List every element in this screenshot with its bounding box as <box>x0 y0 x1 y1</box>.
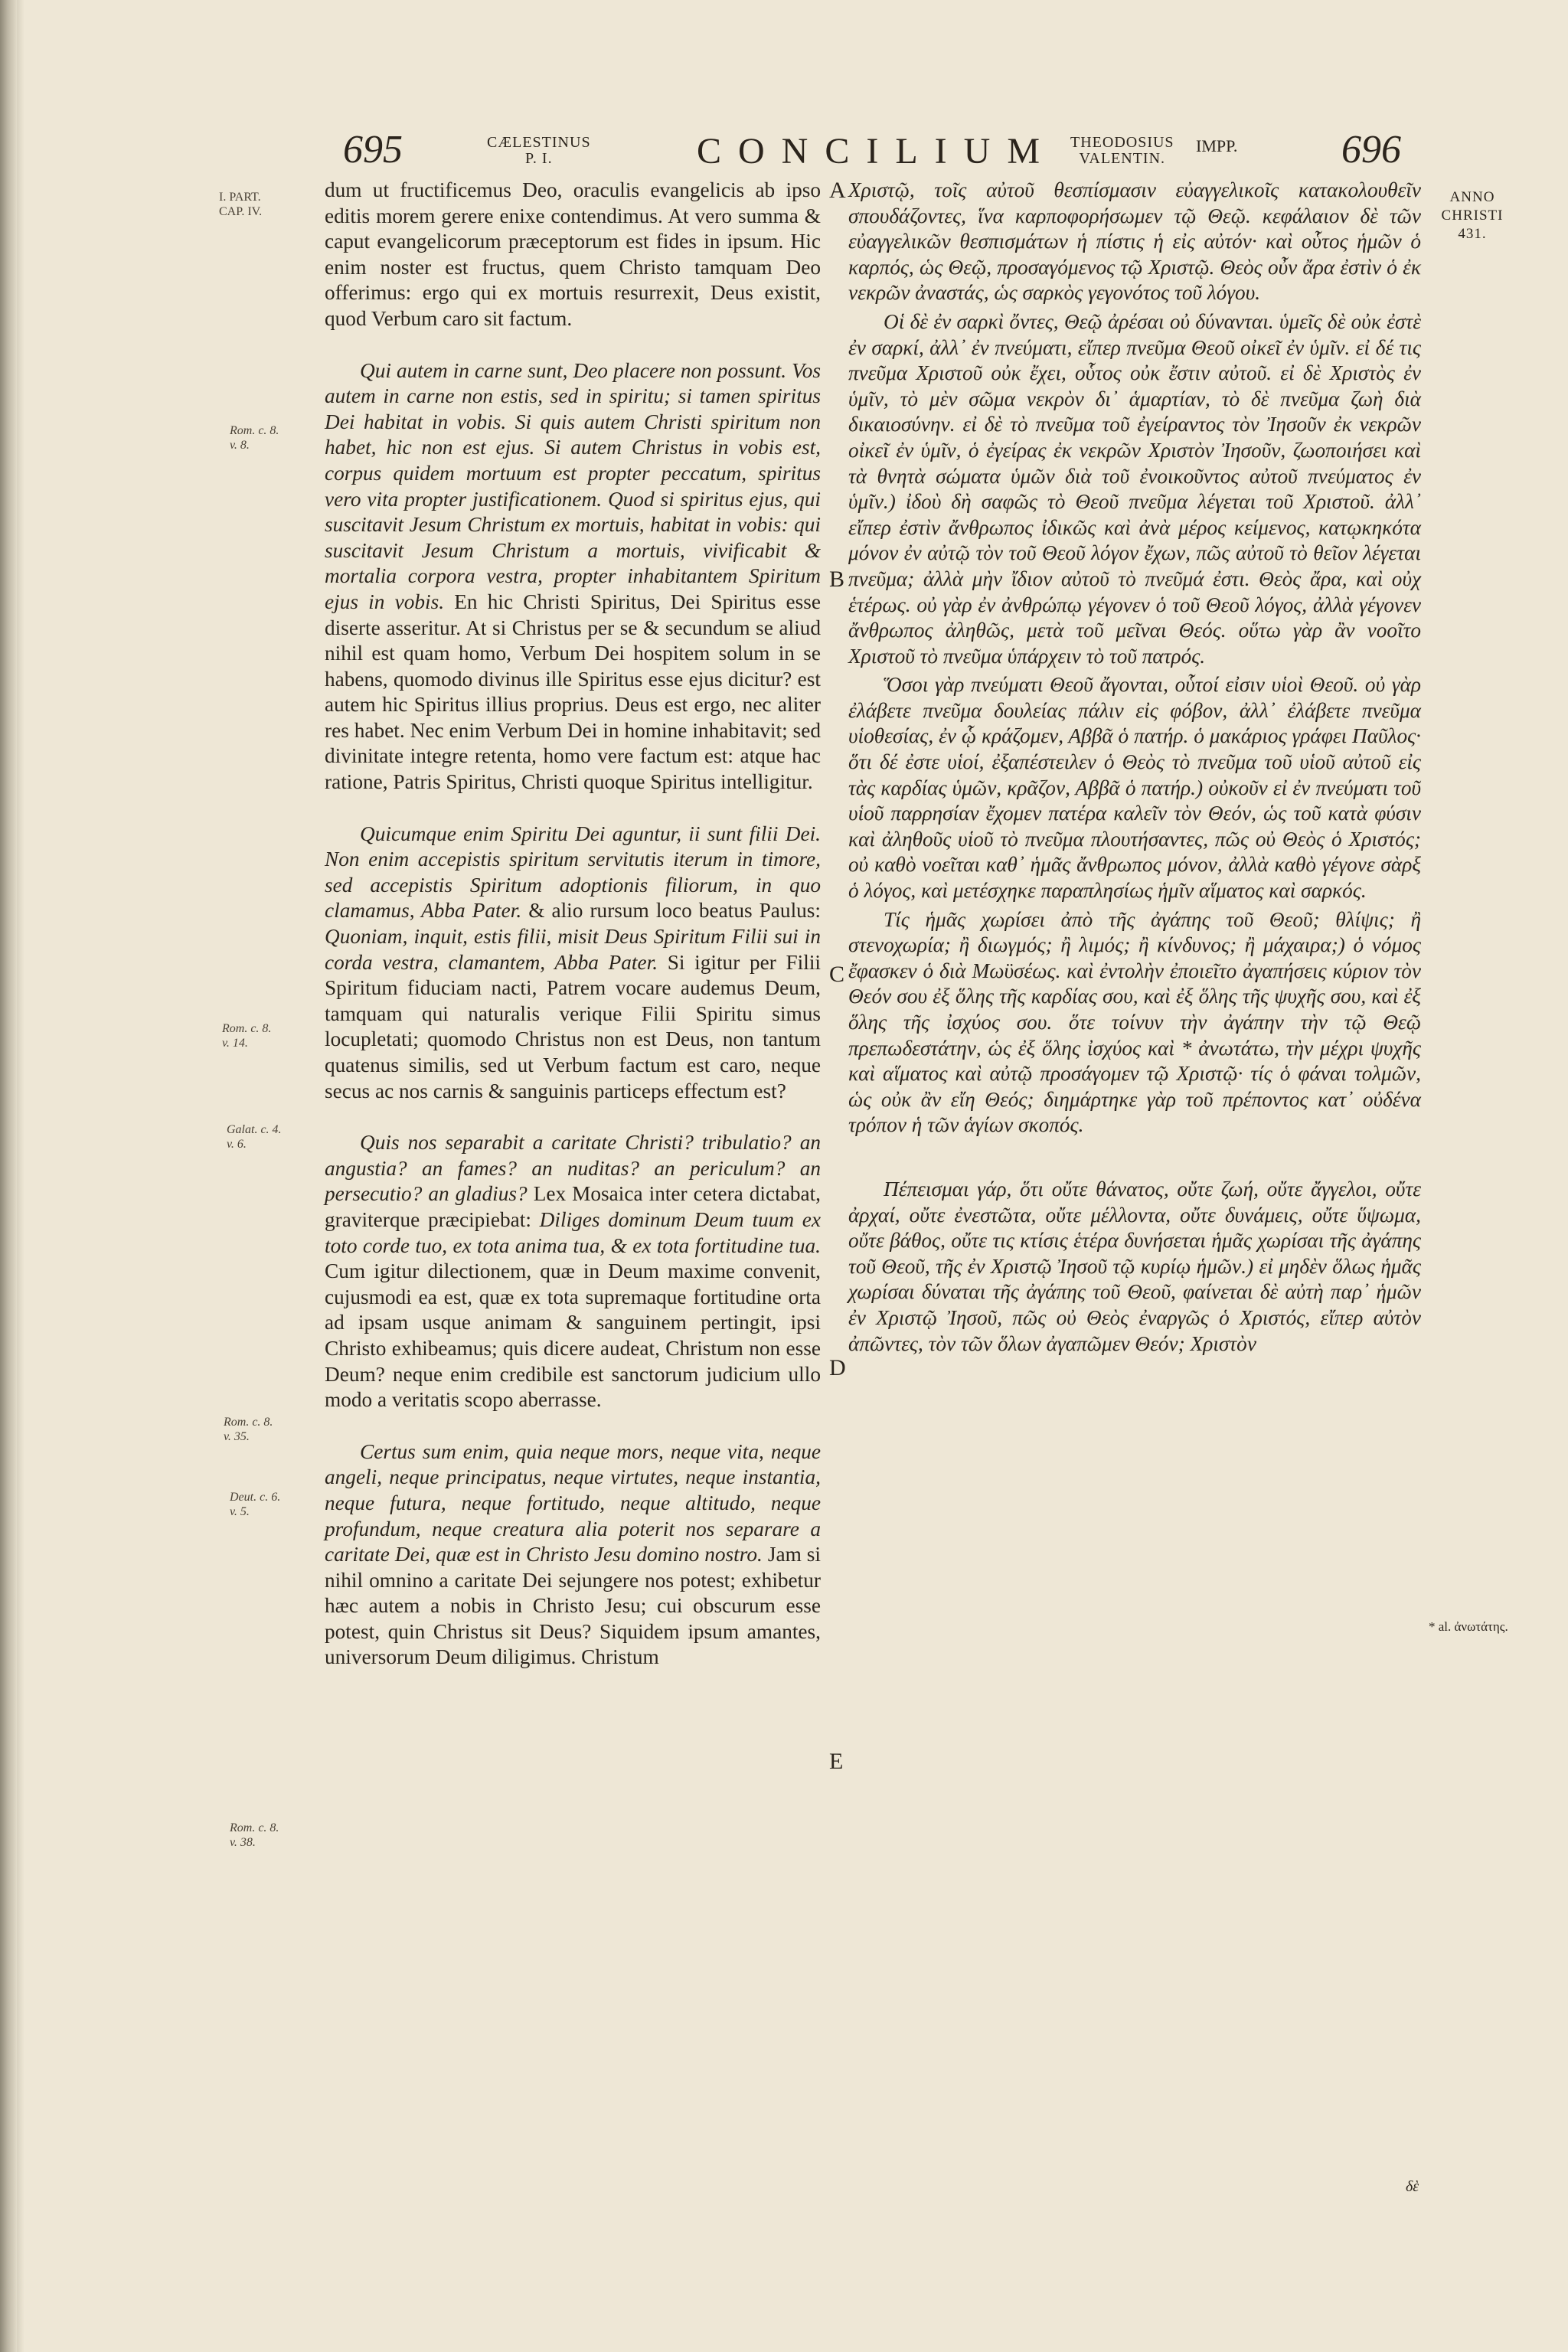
latin-quote-galat-4-6: Quoniam, inquit, estis filii, misit Deus Spiritum Filii sui in corda vestra, clamantem, Abba Pater. <box>325 925 821 974</box>
page-edge <box>17 0 24 2352</box>
greek-paragraph-5: Πέπεισμαι γάρ, ὅτι οὔτε θάνατος, οὔτε ζωή, οὔτε ἄγγελοι, οὔτε ἀρχαί, οὔτε ἐνεστῶτα, οὔτε μέλλοντα, οὔτε δυνάμεις, οὔτε ὕψωμα, οὔτε βάθος, οὔτε τις κτίσις ἑτέρα δυνήσεται ἡμᾶς χωρίσαι τῆς ἀγάπης τοῦ Θεοῦ, τῆς ἐν Χριστῷ Ἰησοῦ τῷ κυρίῳ ἡμῶν.) εἰ μηδὲν ὅλως ἡμᾶς χωρίσαι δύναται τῆς ἀγάπης τοῦ Θεοῦ, φαίνεται δὲ αὐτὴ παρ᾽ ἡμῶν ἐν Χριστῷ Ἰησοῦ, πῶς οὐ Θεὸς ἐναργῶς ὁ Χριστός, εἴπερ αὐτὸν ἀπῶντες, τὸν τῶν ὅλων ἀγαπῶμεν Θεόν; Χριστὸν <box>848 1177 1421 1355</box>
greek-paragraph-2: Οἱ δὲ ἐν σαρκὶ ὄντες, Θεῷ ἀρέσαι οὐ δύνανται. ὑμεῖς δὲ οὐκ ἐστὲ ἐν σαρκί, ἀλλ᾽ ἐν πνεύματι, εἴπερ πνεῦμα Θεοῦ οἰκεῖ ἐν ὑμῖν. εἰ δέ τις πνεῦμα Χριστοῦ οὐκ ἔχει, οὗτος οὐκ ἔστιν αὐτοῦ. εἰ δὲ Χριστὸς ἐν ὑμῖν, τὸ μὲν σῶμα νεκρὸν δι᾽ ἁμαρτίαν, τὸ δὲ πνεῦμα ζωὴ διὰ δικαιοσύνην. εἰ δὲ τὸ πνεῦμα τοῦ ἐγείραντος τὸν Ἰησοῦν ἐκ νεκρῶν οἰκεῖ ἐν ὑμῖν, ὁ ἐγείρας ἐκ νεκρῶν Χριστὸν Ἰησοῦν, ζωοποιήσει καὶ τὰ θνητὰ σώματα ὑμῶν διὰ τοῦ ἐνοικοῦντος αὐτοῦ πνεύματος ἐν ὑμῖν.) ἰδοὺ δὴ σαφῶς τὸ Θεοῦ πνεῦμα λέγεται τοῦ Χριστοῦ. ἀλλ᾽ εἴπερ ἐστὶν ἄνθρωπος ἰδικῶς καὶ ἀνὰ μέρος κείμενος, κατῳκηκότα μόνον ἐν αὐτῷ τὸν τοῦ Θεοῦ λόγον ἔχων, πῶς αὐτοῦ τὸ θεῖον λέγεται πνεῦμα; ἀλλὰ μὴν ἴδιον αὐτοῦ τὸ πνεῦμά ἐστι. Θεὸς ἄρα, καὶ οὐχ ἑτέρως. οὐ γὰρ ἐν ἀνθρώπῳ γέγονεν ὁ τοῦ Θεοῦ λόγος, ἀλλὰ γέγονεν ἄνθρωπος ἀληθῶς, μετὰ τοῦ μεῖναι Θεός. οὕτω γὰρ ἂν νοοῖτο Χριστοῦ τὸ πνεῦμα ὑπάρχειν τὸ τοῦ πατρός. <box>848 309 1421 668</box>
greek-paragraph-1: Χριστῷ, τοῖς αὐτοῦ θεσπίσμασιν εὐαγγελικοῖς κατακολουθεῖν σπουδάζοντες, ἵνα καρποφορήσωμεν τῷ Θεῷ. κεφάλαιον δὲ τῶν εὐαγγελικῶν θεσπισμάτων ἡ πίστις ἡ εἰς αὐτόν· καὶ οὗτος ἡμῶν ὁ καρπός, ὡς Θεῷ, προσαγόμενος τῷ Χριστῷ. Θεὸς οὖν ἄρα ἐστὶν ὁ ἐκ νεκρῶν ἀναστάς, ὡς σαρκὸς γεγονότος τοῦ λόγου. <box>848 178 1421 305</box>
right-heading-line2: VALENTIN. <box>1079 150 1166 167</box>
latin-paragraph-4 <box>325 1130 821 1413</box>
anno-line1: ANNO <box>1449 189 1495 205</box>
footnote-variant-reading: * al. ἀνωτάτης. <box>1429 1619 1508 1634</box>
right-heading-suffix: IMPP. <box>1196 136 1238 155</box>
latin-paragraph-1: dum ut fructificemus Deo, oraculis evangelicis ab ipso editis morem gerere enixe contendimus. At vero summa & caput evangelicorum præceptorum est fides in ipsum. Hic enim noster est fructus, quem Christo tamquam Deo offerimus: ergo qui ex mortuis resurrexit, Deus existit, quod Verbum caro sit factum. <box>325 178 821 330</box>
right-heading-line1: THEODOSIUS <box>1070 134 1174 151</box>
latin-paragraph-5 <box>325 1439 821 1671</box>
page-number-left: 695 <box>343 128 403 172</box>
margin-ref-rom-8-35: Rom. c. 8. v. 35. <box>224 1416 273 1443</box>
catchword: δὲ <box>1406 2178 1419 2195</box>
left-heading-line2: P. I. <box>525 150 553 167</box>
left-heading-line1: CÆLESTINUS <box>487 134 591 151</box>
latin-quote-rom-8-14: Quicumque enim Spiritu Dei aguntur, ii sunt filii Dei. Non enim accepistis spiritum servitutis iterum in timore, sed accepistis Spiritum adoptionis filiorum, in quo clamamus, Abba Pater. <box>325 822 821 923</box>
margin-ref-rom-8-38: Rom. c. 8. v. 38. <box>230 1821 279 1849</box>
latin-commentary-3b: Si igitur per Filii Spiritum fiduciam nacti, Patrem vocare audemus Deum, tamquam qui naturalis verique Filii Spiritu simus locupletati; quomodo Christus non est Deus, non tantum quatenus similis, sed ut Verbum factum est caro, neque secus ac nos carnis & sanguinis particeps effectum est? <box>325 950 821 1102</box>
section-letter-c: C <box>829 962 845 987</box>
section-letter-a: A <box>829 178 846 203</box>
latin-column <box>325 178 821 1671</box>
page-number-right: 696 <box>1341 128 1401 172</box>
greek-column <box>848 178 1421 1357</box>
latin-quote-rom-8-38: Certus sum enim, quia neque mors, neque vita, neque angeli, neque principatus, neque virtutes, neque instantia, neque futura, neque fortitudo, neque altitudo, neque profundum, neque creatura alia poterit nos separare a caritate Dei, quæ est in Christo Jesu domino nostro. <box>325 1439 821 1566</box>
section-letter-b: B <box>829 567 845 592</box>
anno-year: 431. <box>1458 226 1487 242</box>
latin-paragraph-2 <box>325 358 821 795</box>
latin-commentary-3a: & alio rursum loco beatus Paulus: <box>528 899 822 923</box>
margin-ref-rom-8-14: Rom. c. 8. v. 14. <box>222 1022 272 1050</box>
section-letter-d: D <box>829 1355 846 1380</box>
left-heading <box>487 135 591 167</box>
section-letter-e: E <box>829 1749 844 1774</box>
anno-christi-box <box>1430 188 1514 243</box>
latin-paragraph-3 <box>325 822 821 1105</box>
book-spine-shadow <box>0 0 17 2352</box>
margin-part-chapter: I. PART. CAP. IV. <box>219 191 263 218</box>
greek-paragraph-4: Τίς ἡμᾶς χωρίσει ἀπὸ τῆς ἀγάπης τοῦ Θεοῦ; θλίψις; ἢ στενοχωρία; ἢ διωγμός; ἢ λιμός; ἢ κίνδυνος; ἢ μάχαιρα;) ὁ νόμος ἔφασκεν ὁ διὰ Μωϋσέως. καὶ ἐντολὴν ἐποιεῖτο ἀγαπήσεις κύριον τὸν Θεόν σου ἐξ ὅλης τῆς καρδίας σου, καὶ ἐξ ὅλης τῆς ψυχῆς σου, καὶ ἐξ ὅλης τῆς ἰσχύος σου. ὅτε τοίνυν τὴν ἀγάπην τὴν τῷ Θεῷ πρεπωδεστάτην, ὡς ἐξ ὅλης ἰσχύος καὶ * ἀνωτάτω, τὴν μέχρι ψυχῆς καὶ αἵματος καὶ αὐτῷ προσάγομεν τῷ Χριστῷ· τίς ὁ φάναι τολμῶν, ὡς οὐκ ἂν εἴη Θεός; διημάρτηκε γὰρ τοῦ πρέποντος κατ᾽ οὐδένα τρόπον ἡ τῶν ἁγίων σκοπός. <box>848 907 1421 1137</box>
greek-paragraph-3: Ὅσοι γὰρ πνεύματι Θεοῦ ἄγονται, οὗτοί εἰσιν υἱοὶ Θεοῦ. οὐ γὰρ ἐλάβετε πνεῦμα δουλείας πάλιν εἰς φόβον, ἀλλ᾽ ἐλάβετε πνεῦμα υἱοθεσίας, ἐν ᾧ κράζομεν, Αββᾶ ὁ πατήρ. ὁ μακάριος γράφει Παῦλος· ὅτι δέ ἐστε υἱοί, ἐξαπέστειλεν ὁ Θεὸς τὸ πνεῦμα τοῦ υἱοῦ αὐτοῦ εἰς τὰς καρδίας ὑμῶν, κρᾶζον, Αββᾶ ὁ πατήρ.) οὐκοῦν εἰ ἐν πνεύματι τοῦ υἱοῦ παρρησίαν ἔχομεν πατέρα καλεῖν τὸν Θεόν, ὡς τοῦ κατὰ φύσιν καὶ ἀληθοῦς υἱοῦ τὸ πνεῦμα πλουτήσαντες, πῶς οὐ Θεὸς ὁ Χριστός; οὐ καθὸ νοεῖται καθ᾽ ἡμᾶς ἄνθρωπος μόνον, ἀλλὰ καθὸ γέγονε σὰρξ ὁ λόγος, καὶ μετέσχηκε παραπλησίως ἡμῖν αἵματος καὶ σαρκός. <box>848 673 1421 903</box>
latin-commentary-4a: Lex Mosaica inter cetera dictabat, graviterque præcipiebat: <box>325 1182 821 1231</box>
running-header <box>0 122 1568 176</box>
latin-quote-rom-8-35: Quis nos separabit a caritate Christi? tribulatio? an angustia? an fames? an nuditas? an periculum? an persecutio? an gladius? <box>325 1131 821 1206</box>
latin-commentary-5: Jam si nihil omnino a caritate Dei sejungere nos potest; exhibetur hæc autem a nobis in Christo Jesu; cui obscurum esse potest, quin Christus sit Deus? Siquidem ipsum amantes, universorum Deum diligimus. Christum <box>325 1543 821 1669</box>
latin-commentary-2: En hic Christi Spiritus, Dei Spiritus esse diserte asseritur. At si Christus per se & secundum se aliud nihil est quam homo, Verbum Dei hospitem solum in se habens, quomodo divinus ille Spiritus esse ejus dicitur? est autem hic Spiritus illius proprius. Deus est ergo, nec aliter res habet. Nec enim Verbum Dei in homine inhabitavit; sed divinitate integre retenta, homo vere factum est: atque hac ratione, Patris Spiritus, Christi quoque Spiritus intelligitur. <box>325 590 822 794</box>
latin-quote-deut-6-5: Diliges dominum Deum tuum ex toto corde tuo, ex tota anima tua, & ex tota fortitudine tua. <box>325 1207 821 1257</box>
latin-commentary-4b: Cum igitur dilectionem, quæ in Deum maxime convenit, cujusmodi ea est, quæ ex tota supremaque fortitudine orta ad ipsam usque animam & sanguinem pertingit, ipsi Christo exhibeamus; quis dicere audeat, Christum non esse Deum? neque enim credibile est sanctorum judicium ullo modo a veritatis scopo aberrasse. <box>325 1259 821 1412</box>
margin-ref-deut-6-5: Deut. c. 6. v. 5. <box>230 1491 281 1518</box>
margin-ref-galat-4-6: Galat. c. 4. v. 6. <box>227 1123 282 1151</box>
right-heading <box>1070 135 1174 167</box>
latin-quote-rom-8-8: Qui autem in carne sunt, Deo placere non possunt. Vos autem in carne non estis, sed in spiritu; si tamen spiritus Dei habitat in vobis. Si quis autem Christi spiritum non habet, hic non est ejus. Si autem Christus in vobis est, corpus quidem mortuum est propter peccatum, spiritus vero vita propter justificationem. Quod si spiritus ejus, qui suscitavit Jesum Christum ex mortuis, habitat in vobis: qui suscitavit Jesum Christum a mortuis, vivificabit & mortalia corpora vestra, propter inhabitantem Spiritum ejus in vobis. <box>325 358 821 613</box>
page-title: CONCILIUM <box>697 131 1057 172</box>
anno-line2: CHRISTI <box>1441 207 1504 224</box>
margin-ref-rom-8-8: Rom. c. 8. v. 8. <box>230 424 279 452</box>
